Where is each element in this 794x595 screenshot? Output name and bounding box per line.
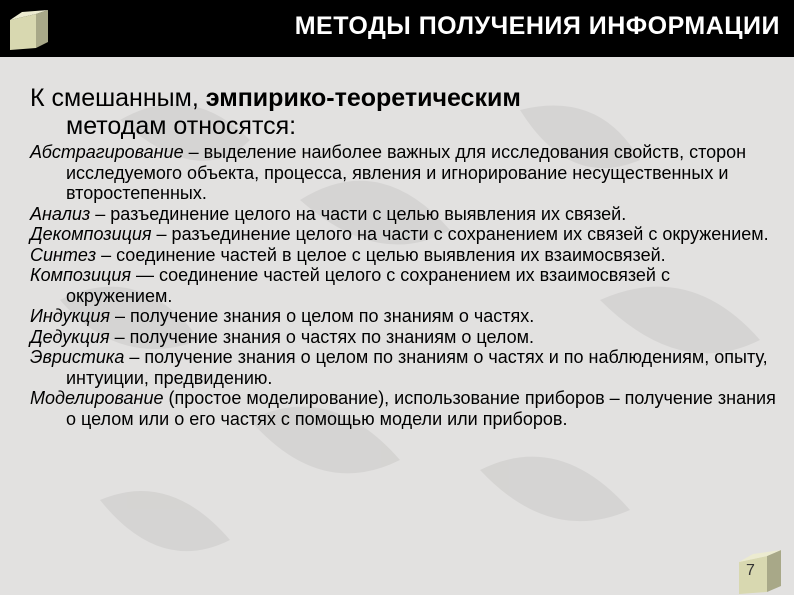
definition-item bbox=[30, 224, 780, 245]
definition-text: – получение знания о целом по знаниям о частях. bbox=[109, 306, 535, 326]
definition-term: Декомпозиция bbox=[30, 224, 152, 244]
slide-content bbox=[30, 84, 780, 429]
definition-term: Абстрагирование bbox=[30, 142, 184, 162]
definition-term: Анализ bbox=[30, 203, 91, 224]
definition-text: – соединение частей в целое с целью выявления их взаимосвязей. bbox=[96, 244, 666, 265]
cube-icon bbox=[735, 548, 785, 594]
slide-header bbox=[0, 0, 794, 57]
definition-term: Композиция bbox=[30, 265, 131, 285]
definition-text: – разъединение целого на части с сохранением их связей с окружением. bbox=[151, 224, 769, 244]
page-title: МЕТОДЫ ПОЛУЧЕНИЯ ИНФОРМАЦИИ bbox=[294, 12, 780, 40]
definition-term: Индукция bbox=[30, 306, 110, 326]
definition-term: Моделирование bbox=[30, 388, 164, 408]
intro-text-bold: эмпирико-теоретическим bbox=[205, 84, 521, 112]
definition-text: — соединение частей целого с сохранением их взаимосвязей с окружением. bbox=[66, 265, 670, 306]
intro-text-line2: методам относятся: bbox=[66, 112, 297, 140]
page-number: 7 bbox=[746, 562, 755, 579]
definition-item bbox=[30, 347, 780, 388]
definition-item bbox=[30, 327, 780, 348]
definition-item bbox=[30, 204, 780, 225]
definition-item bbox=[30, 388, 780, 429]
definition-text: (простое моделирование), использование приборов – получение знания о целом или о его частях с помощью модели или приборов. bbox=[66, 388, 776, 429]
cube-icon bbox=[6, 8, 52, 52]
definition-term: Эвристика bbox=[30, 347, 125, 367]
intro-text-plain: К смешанным, bbox=[30, 84, 206, 112]
definition-item bbox=[30, 306, 780, 327]
definition-text: – разъединение целого на части с целью выявления их связей. bbox=[90, 203, 627, 224]
definition-text: – получение знания о частях по знаниям о целом. bbox=[109, 326, 534, 347]
definition-item bbox=[30, 265, 780, 306]
definition-text: – получение знания о целом по знаниям о частях и по наблюдениям, опыту, интуиции, предвидению. bbox=[66, 347, 768, 388]
intro-heading bbox=[30, 84, 780, 140]
definition-text: – выделение наиболее важных для исследования свойств, сторон исследуемого объекта, процесса, явления и игнорирование несущественных и второстепенных. bbox=[66, 142, 747, 203]
definition-term: Дедукция bbox=[30, 326, 110, 347]
definition-item bbox=[30, 142, 780, 204]
definition-term: Синтез bbox=[30, 244, 97, 265]
definition-item bbox=[30, 245, 780, 266]
